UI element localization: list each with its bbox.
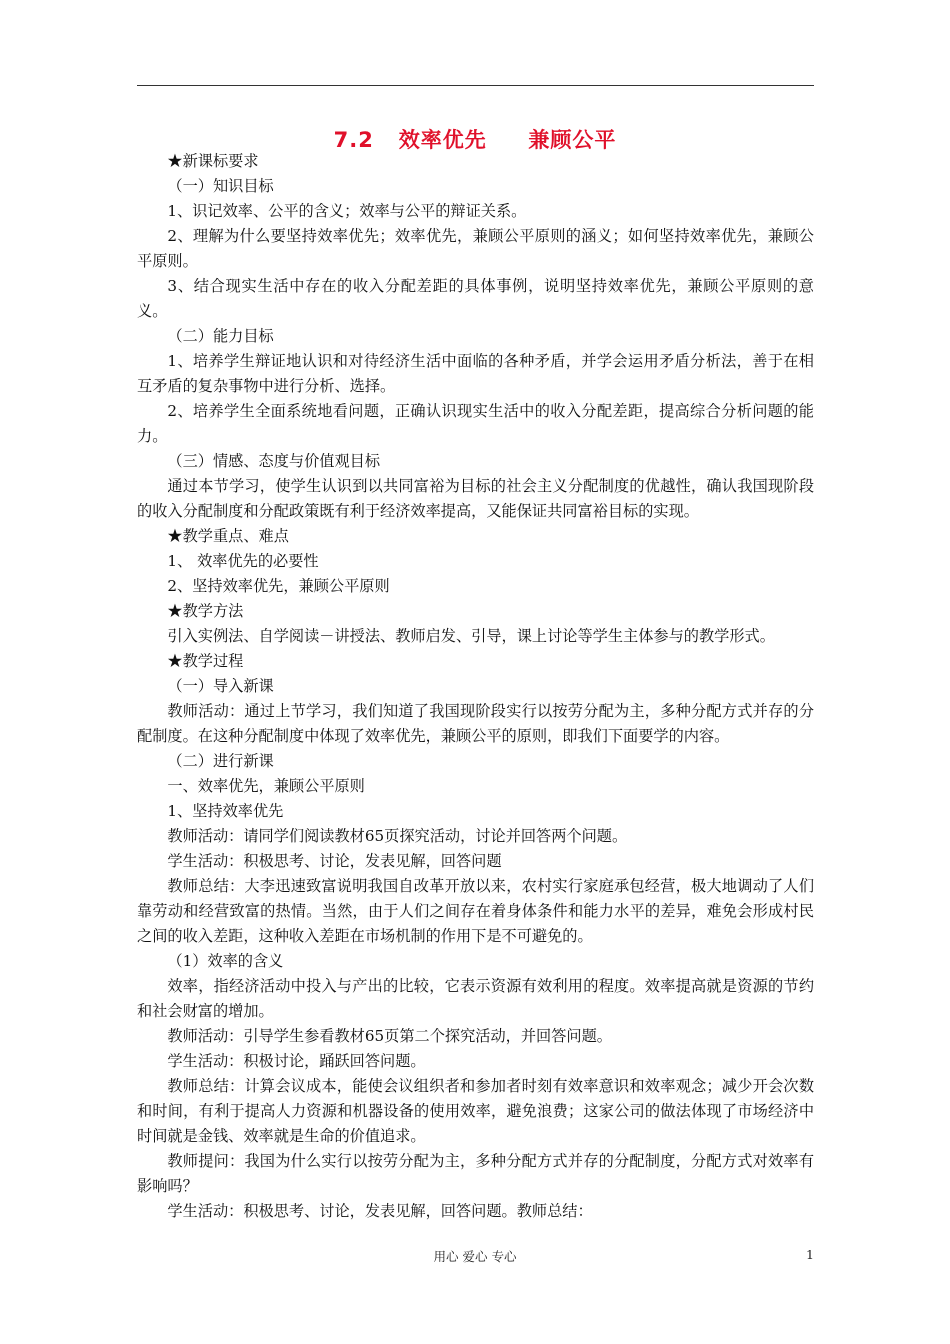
document-body bbox=[137, 149, 814, 1224]
paragraph: 2、坚持效率优先，兼顾公平原则 bbox=[167, 577, 390, 595]
paragraph: 教师活动：通过上节学习，我们知道了我国现阶段实行以按劳分配为主，多种分配方式并存的分配制度。在这种分配制度中体现了效率优先，兼顾公平的原则，即我们下面要学的内容。 bbox=[137, 702, 814, 745]
paragraph: ★教学过程 bbox=[167, 652, 244, 670]
paragraph: 1、 效率优先的必要性 bbox=[167, 552, 319, 570]
paragraph: 教师提问：我国为什么实行以按劳分配为主，多种分配方式并存的分配制度，分配方式对效率有影响吗？ bbox=[137, 1152, 814, 1195]
page-footer: 用心 爱心 专心 bbox=[433, 1249, 517, 1264]
paragraph: 一、效率优先，兼顾公平原则 bbox=[167, 777, 365, 795]
header-rule bbox=[137, 85, 814, 86]
paragraph: （一）导入新课 bbox=[167, 677, 274, 695]
paragraph: （三）情感、态度与价值观目标 bbox=[167, 452, 381, 470]
title-part-fairness: 兼顾公平 bbox=[528, 128, 617, 152]
paragraph: 学生活动：积极思考、讨论，发表见解，回答问题 bbox=[167, 852, 502, 870]
paragraph: 效率，指经济活动中投入与产出的比较，它表示资源有效利用的程度。效率提高就是资源的节约和社会财富的增加。 bbox=[137, 977, 814, 1020]
page-number: 1 bbox=[806, 1247, 814, 1262]
paragraph: （二）能力目标 bbox=[167, 327, 274, 345]
paragraph: 教师总结：大李迅速致富说明我国自改革开放以来，农村实行家庭承包经营，极大地调动了人们靠劳动和经营致富的热情。当然，由于人们之间存在着身体条件和能力水平的差异，难免会形成村民之间的收入差距，这种收入差距在市场机制的作用下是不可避免的。 bbox=[137, 877, 814, 945]
paragraph: （二）进行新课 bbox=[167, 752, 274, 770]
paragraph: 通过本节学习，使学生认识到以共同富裕为目标的社会主义分配制度的优越性，确认我国现阶段的收入分配制度和分配政策既有利于经济效率提高，又能保证共同富裕目标的实现。 bbox=[137, 477, 814, 520]
title-part-efficiency: 效率优先 bbox=[398, 128, 487, 152]
paragraph: 教师总结：计算会议成本，能使会议组织者和参加者时刻有效率意识和效率观念；减少开会次数和时间，有利于提高人力资源和机器设备的使用效率，避免浪费；这家公司的做法体现了市场经济中时间就是金钱、效率就是生命的价值追求。 bbox=[137, 1077, 814, 1145]
paragraph: 1、识记效率、公平的含义；效率与公平的辩证关系。 bbox=[167, 202, 527, 220]
paragraph: ★新课标要求 bbox=[167, 152, 259, 170]
paragraph: 引入实例法、自学阅读－讲授法、教师启发、引导，课上讨论等学生主体参与的教学形式。 bbox=[167, 627, 775, 645]
paragraph: 教师活动：请同学们阅读教材65页探究活动，讨论并回答两个问题。 bbox=[167, 827, 628, 845]
paragraph: 2、培养学生全面系统地看问题，正确认识现实生活中的收入分配差距，提高综合分析问题的能力。 bbox=[137, 402, 814, 445]
paragraph: 学生活动：积极思考、讨论，发表见解，回答问题。教师总结： bbox=[167, 1202, 593, 1220]
paragraph: 1、坚持效率优先 bbox=[167, 802, 284, 820]
paragraph: 教师活动：引导学生参看教材65页第二个探究活动，并回答问题。 bbox=[167, 1027, 612, 1045]
paragraph: 1、培养学生辩证地认识和对待经济生活中面临的各种矛盾，并学会运用矛盾分析法，善于在相互矛盾的复杂事物中进行分析、选择。 bbox=[137, 352, 814, 395]
paragraph: ★教学方法 bbox=[167, 602, 244, 620]
paragraph: （1）效率的含义 bbox=[167, 952, 284, 970]
paragraph: 2、理解为什么要坚持效率优先；效率优先，兼顾公平原则的涵义；如何坚持效率优先，兼顾公平原则。 bbox=[137, 227, 814, 270]
paragraph: （一）知识目标 bbox=[167, 177, 274, 195]
title-number: 7.2 bbox=[333, 128, 374, 152]
paragraph: 3、结合现实生活中存在的收入分配差距的具体事例，说明坚持效率优先，兼顾公平原则的意义。 bbox=[137, 277, 814, 320]
paragraph: 学生活动：积极讨论，踊跃回答问题。 bbox=[167, 1052, 426, 1070]
paragraph: ★教学重点、难点 bbox=[167, 527, 289, 545]
